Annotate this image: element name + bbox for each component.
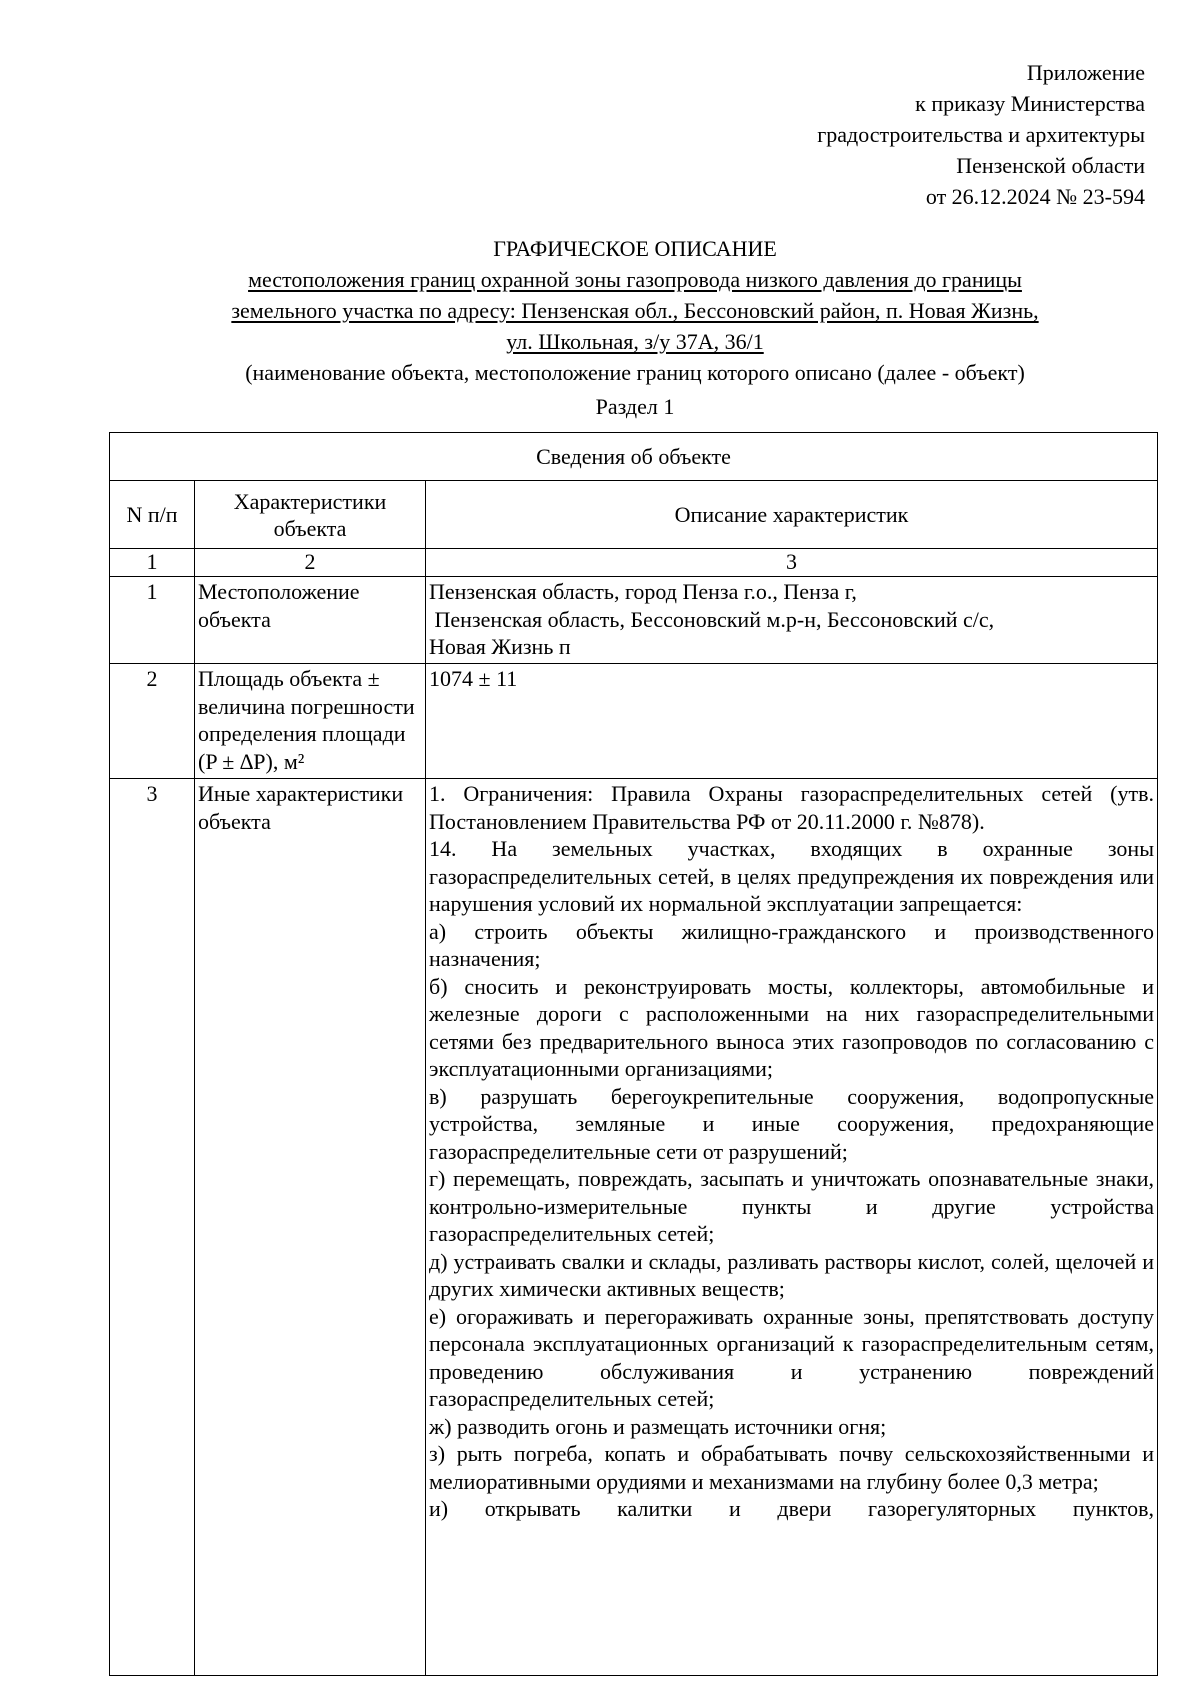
restriction-paragraph: д) устраивать свалки и склады, разливать растворы кислот, солей, щелочей и других химически активных веществ; (429, 1248, 1154, 1301)
description-line: Пензенская область, Бессоновский м.р-н, Бессоновский с/с, (429, 606, 995, 632)
header-description: Описание характеристик (426, 481, 1158, 549)
header-num: N п/п (110, 481, 195, 549)
object-name-line: ул. Школьная, з/у 37А, 36/1 (506, 329, 764, 354)
object-name-line: местоположения границ охранной зоны газопровода низкого давления до границы (248, 267, 1022, 292)
row-num: 1 (110, 577, 195, 664)
appendix-date-number: от 26.12.2024 № 23-594 (925, 184, 1145, 209)
header-characteristics: Характеристики объекта (195, 481, 426, 549)
appendix-line: Пензенской области (956, 153, 1145, 178)
description-line: Новая Жизнь п (429, 634, 571, 659)
column-number: 1 (110, 549, 195, 577)
column-number: 3 (426, 549, 1158, 577)
object-name-note: (наименование объекта, местоположение границ которого описано (далее - объект) (245, 360, 1025, 385)
row-num: 3 (110, 779, 195, 1676)
section-label: Раздел 1 (595, 394, 675, 419)
row-num: 2 (110, 664, 195, 779)
restriction-paragraph: ж) разводить огонь и размещать источники огня; (429, 1413, 887, 1439)
appendix-line: Приложение (1026, 60, 1145, 85)
row-characteristic: Местоположение объекта (195, 577, 426, 664)
restriction-paragraph: в) разрушать берегоукрепительные сооружения, водопропускные устройства, земляные и иные сооружения, предохраняющие газораспределительные сети от разрушений; (429, 1083, 1154, 1164)
restriction-paragraph: е) огораживать и перегораживать охранные зоны, препятствовать доступу персонала эксплуатационных организаций к газораспределительным сетям, проведению обслуживания и устранению повреждений газораспределительных сетей; (429, 1303, 1154, 1411)
restriction-paragraph: г) перемещать, повреждать, засыпать и уничтожать опознавательные знаки, контрольно-измерительные пункты и другие устройства газораспределительных сетей; (429, 1166, 1154, 1246)
row-description (426, 664, 1158, 779)
row-characteristic: Площадь объекта ± величина погрешности определения площади (P ± ∆P), м² (195, 664, 426, 779)
restriction-paragraph: з) рыть погреба, копать и обрабатывать почву сельскохозяйственными и мелиоративными орудиями и механизмами на глубину более 0,3 метра; (429, 1441, 1154, 1494)
row-description (426, 577, 1158, 664)
row-description (426, 779, 1158, 1676)
row-characteristic: Иные характеристики объекта (195, 779, 426, 1676)
restriction-paragraph: а) строить объекты жилищно-гражданского и производственного назначения; (429, 918, 1154, 971)
table-caption: Сведения об объекте (110, 433, 1158, 481)
table-row (110, 779, 1158, 1676)
restriction-paragraph: и) открывать калитки и двери газорегуляторных пунктов, (429, 1496, 1154, 1521)
column-number: 2 (195, 549, 426, 577)
appendix-line: градостроительства и архитектуры (817, 122, 1145, 147)
object-info-table (109, 432, 1158, 1676)
object-name-line: земельного участка по адресу: Пензенская обл., Бессоновский район, п. Новая Жизнь, (231, 298, 1039, 323)
table-row (110, 664, 1158, 779)
description-line: Пензенская область, город Пенза г.о., Пенза г, (429, 579, 857, 604)
restriction-paragraph: б) сносить и реконструировать мосты, коллекторы, автомобильные и железные дороги с расположенными на них газораспределительными сетями без предварительного выноса этих газопроводов по согласованию с эксплуатационными организациями; (429, 973, 1154, 1081)
table-row (110, 577, 1158, 664)
description-line: 1074 ± 11 (429, 666, 518, 691)
title-block (110, 233, 1160, 388)
appendix-line: к приказу Министерства (915, 91, 1145, 116)
appendix-header (817, 57, 1145, 212)
restriction-paragraph: 1. Ограничения: Правила Охраны газораспределительных сетей (утв. Постановлением Правительства РФ от 20.11.2000 г. №878). (429, 781, 1154, 834)
restriction-paragraph: 14. На земельных участках, входящих в охранные зоны газораспределительных сетей, в целях предупреждения их повреждения или нарушения условий их нормальной эксплуатации запрещается: (429, 836, 1154, 916)
document-title: ГРАФИЧЕСКОЕ ОПИСАНИЕ (493, 236, 777, 261)
